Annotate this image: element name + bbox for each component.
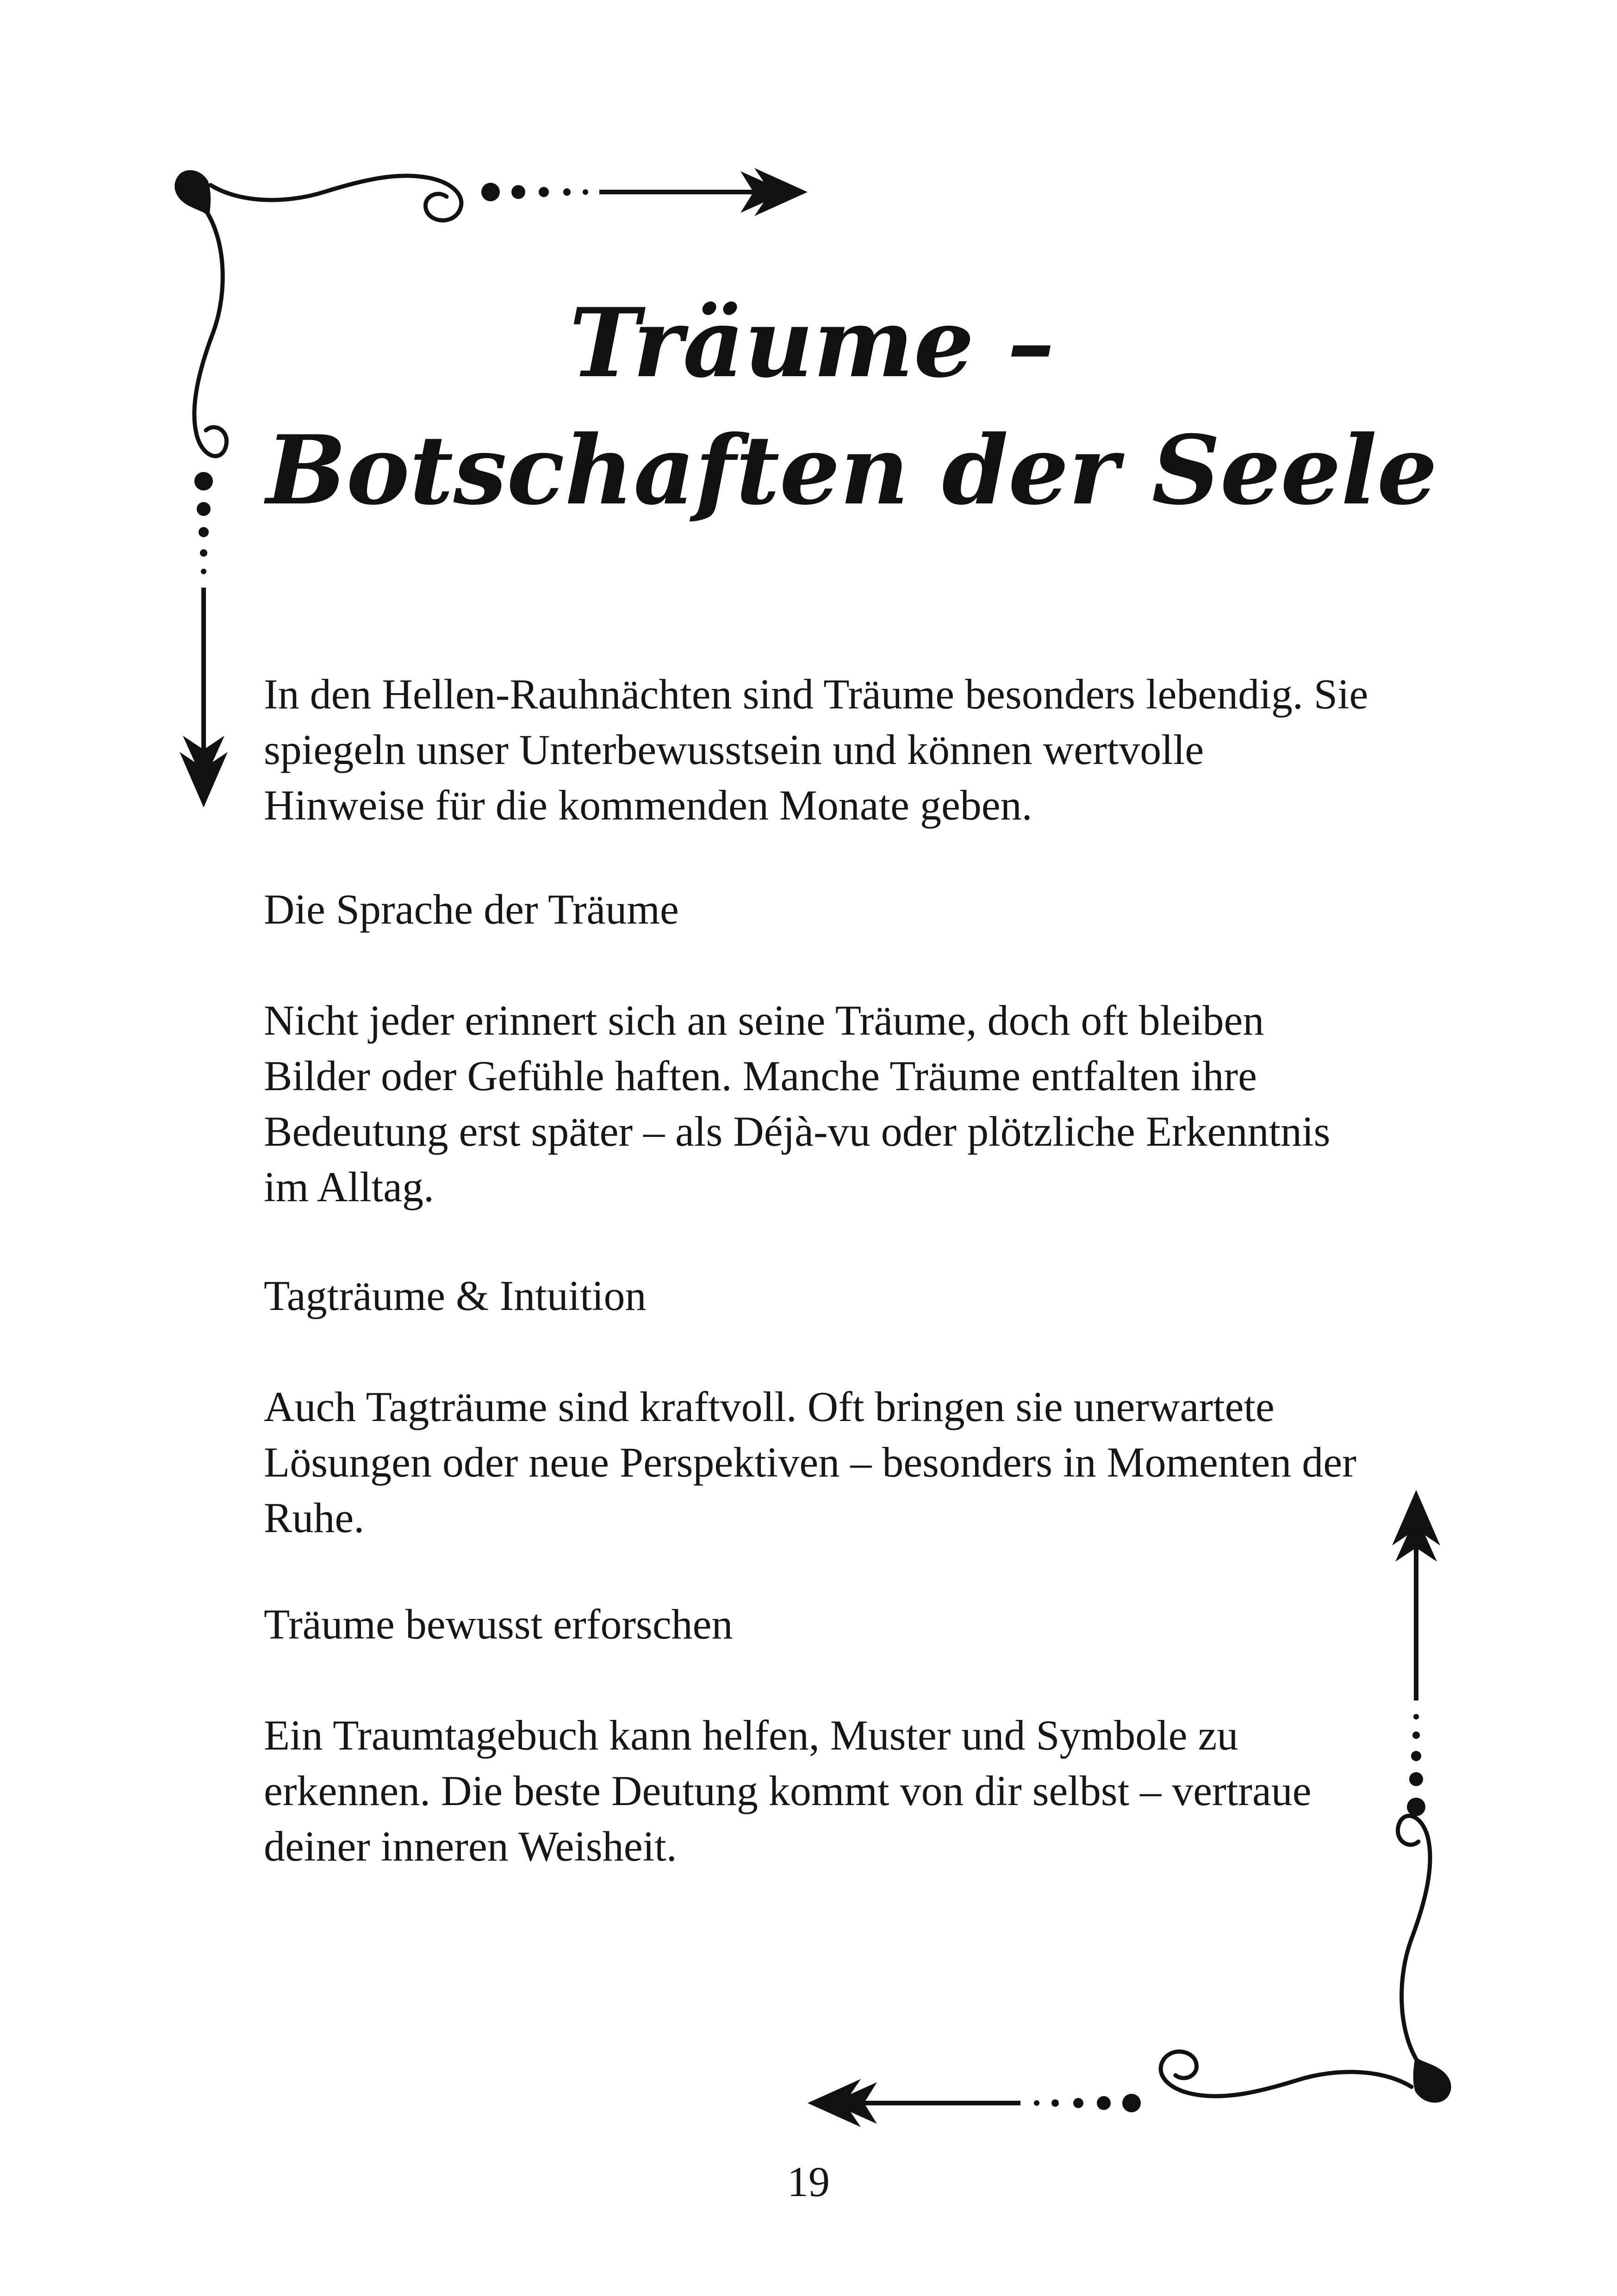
vertical-swirl: [1398, 1816, 1430, 2059]
dot: [1051, 2099, 1059, 2107]
dot: [1034, 2100, 1039, 2106]
paragraph-tagtraeume: Auch Tagträume sind kraftvoll. Oft bringen sie unerwartete Lösungen oder neue Perspektiven – besonders in Momenten der Ruhe.: [264, 1383, 1356, 1541]
section-heading-erforschen: Träume bewusst erforschen: [264, 1601, 733, 1648]
dot: [1409, 1772, 1423, 1786]
dot: [1122, 2094, 1141, 2112]
dot: [1407, 1798, 1425, 1816]
dot: [1412, 1731, 1420, 1739]
heart-icon: [1413, 2056, 1451, 2103]
section-heading-sprache: Die Sprache der Träume: [264, 886, 679, 933]
page-title-line-1: Träume –: [569, 288, 1055, 399]
paragraph-erforschen: Ein Traumtagebuch kann helfen, Muster und Symbole zu erkennen. Die beste Deutung kommt von dir selbst – vertraue deiner inneren Weisheit.: [264, 1712, 1312, 1870]
intro-paragraph: In den Hellen-Rauhnächten sind Träume besonders lebendig. Sie spiegeln unser Unterbewusstsein und können wertvolle Hinweise für die kommenden Monate geben.: [264, 670, 1368, 829]
paragraph-sprache: Nicht jeder erinnert sich an seine Träume, doch oft bleiben Bilder oder Gefühle haften. Manche Träume entfalten ihre Bedeutung erst später – als Déjà-vu oder plötzliche Erkenntnis im Alltag.: [264, 997, 1331, 1210]
dot: [1097, 2096, 1111, 2110]
dot: [1411, 1751, 1421, 1761]
section-heading-tagtraeume: Tagträume & Intuition: [264, 1272, 647, 1319]
dot: [1413, 1714, 1419, 1719]
dot: [1073, 2098, 1083, 2108]
horizontal-swirl: [1161, 2052, 1412, 2096]
page-title-line-2: Botschaften der Seele: [266, 415, 1437, 526]
page-number: 19: [787, 2158, 830, 2205]
